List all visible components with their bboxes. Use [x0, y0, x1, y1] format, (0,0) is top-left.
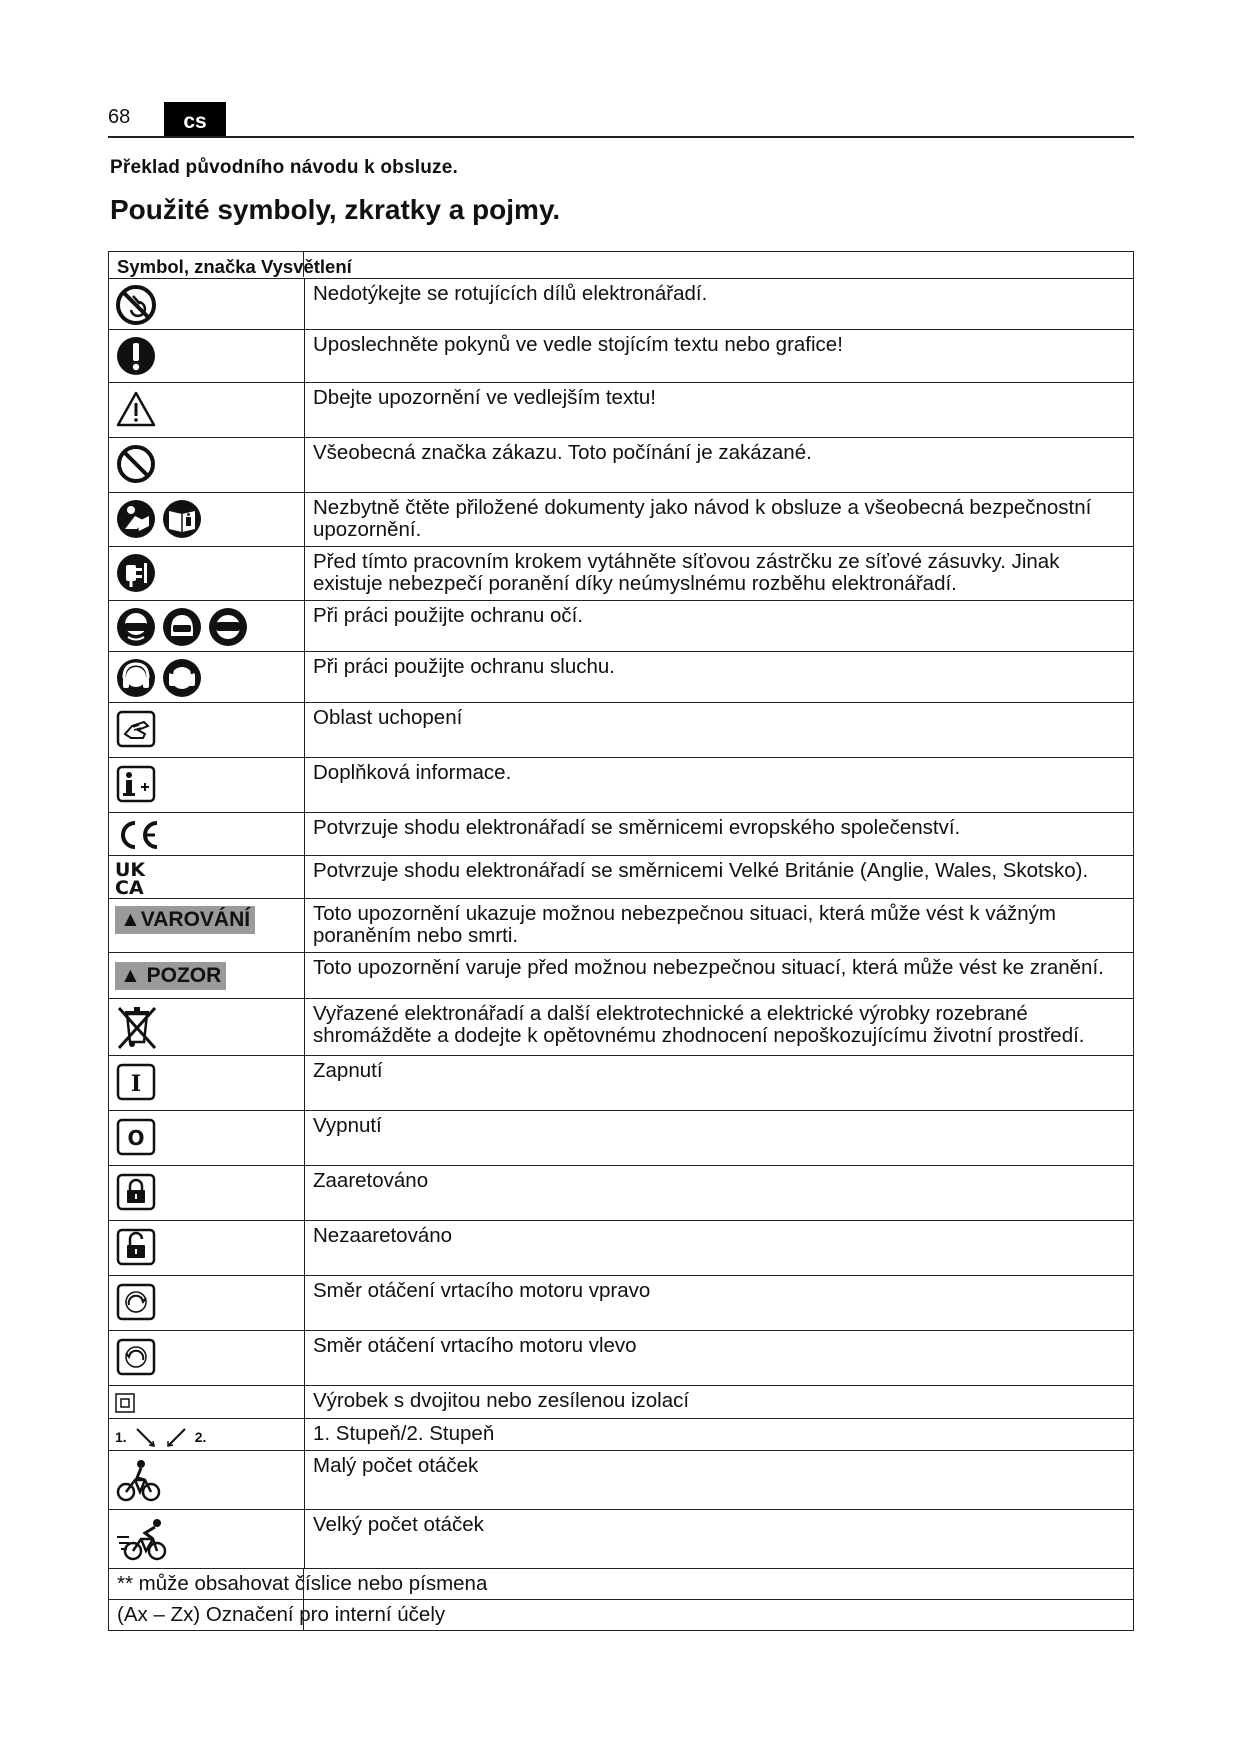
symbol-cell [109, 703, 305, 758]
eye-protection-icons [115, 606, 304, 648]
manual-book-icon [161, 498, 203, 540]
step-1-label: 1. [115, 1429, 127, 1445]
explanation-cell: Potvrzuje shodu elektronářadí se směrnicemi Velké Británie (Anglie, Wales, Skotsko). [305, 856, 1134, 899]
explanation-cell: Uposlechněte pokynů ve vedle stojícím textu nebo grafice! [305, 330, 1134, 383]
table-row [109, 758, 1134, 813]
symbol-cell [109, 383, 305, 438]
language-tab: cs [164, 102, 226, 136]
unplug-icon [115, 552, 157, 594]
footnote-row [109, 1600, 1134, 1631]
step-2-label: 2. [194, 1429, 207, 1445]
rotate-right-icon [115, 1281, 157, 1323]
switch-off-icon [115, 1116, 157, 1158]
pozor-label [115, 962, 226, 990]
table-row [109, 1386, 1134, 1419]
ukca-mark-icon [115, 861, 304, 897]
page-number: 68 [108, 106, 131, 128]
step-2-lever-icon [165, 1427, 187, 1447]
page-title: Použité symboly, zkratky a pojmy. [110, 194, 561, 225]
fast-bike-icon [115, 1515, 169, 1563]
header-rule [108, 136, 1134, 138]
explanation-cell: Malý počet otáček [305, 1451, 1134, 1510]
slow-bike-icon [115, 1456, 163, 1504]
table-row [109, 1056, 1134, 1111]
table-row [109, 999, 1134, 1056]
step-1-lever-icon [135, 1427, 157, 1447]
table-row [109, 383, 1134, 438]
explanation-cell: Zapnutí [305, 1056, 1134, 1111]
explanation-cell: Výrobek s dvojitou nebo zesílenou izolací [305, 1386, 1134, 1419]
explanation-cell: Doplňková informace. [305, 758, 1134, 813]
read-manual-icons [115, 498, 304, 540]
symbol-cell [109, 1510, 305, 1569]
symbol-cell [109, 1419, 305, 1451]
varovani-label-text: VAROVÁNÍ [140, 908, 251, 931]
ukca-ca-text: CA [115, 877, 144, 899]
warning-triangle-icon [115, 388, 157, 430]
explanation-cell: 1. Stupeň/2. Stupeň [305, 1419, 1134, 1451]
symbol-cell [109, 1451, 305, 1510]
weee-bin-icon [115, 1004, 159, 1050]
read-manual-person-icon [115, 498, 157, 540]
explanation-cell: Velký počet otáček [305, 1510, 1134, 1569]
varovani-label [115, 906, 255, 934]
table-row [109, 493, 1134, 547]
symbol-cell [109, 547, 305, 601]
table-row [109, 703, 1134, 758]
explanation-cell: Směr otáčení vrtacího motoru vlevo [305, 1331, 1134, 1386]
warning-small-icon: ▲ [120, 964, 141, 987]
explanation-cell: Při práci použijte ochranu sluchu. [305, 652, 1134, 703]
ear-protection-icons [115, 657, 304, 699]
symbol-cell [109, 1166, 305, 1221]
switch-on-glyph: I [130, 1071, 142, 1097]
symbol-cell [109, 1221, 305, 1276]
symbol-cell [109, 1276, 305, 1331]
unlocked-icon [115, 1226, 157, 1268]
table-row [109, 813, 1134, 856]
table-row [109, 899, 1134, 953]
table-row [109, 1451, 1134, 1510]
grip-area-icon [115, 708, 157, 750]
explanation-cell: Při práci použijte ochranu očí. [305, 601, 1134, 652]
table-row [109, 1419, 1134, 1451]
symbol-cell [109, 1331, 305, 1386]
symbol-cell [109, 999, 305, 1056]
table-row [109, 547, 1134, 601]
switch-on-icon [115, 1061, 157, 1103]
explanation-cell: Potvrzuje shodu elektronářadí se směrnicemi evropského společenství. [305, 813, 1134, 856]
symbols-table [108, 251, 1134, 1631]
explanation-cell: Nezbytně čtěte přiložené dokumenty jako návod k obsluze a všeobecná bezpečnostní upozornění. [305, 493, 1134, 547]
pozor-label-text: POZOR [146, 964, 222, 987]
table-row [109, 1331, 1134, 1386]
switch-off-glyph: O [127, 1126, 145, 1150]
table-row [109, 601, 1134, 652]
ear-muffs-icon [115, 657, 157, 699]
rotate-left-icon [115, 1336, 157, 1378]
symbol-cell [109, 1386, 305, 1419]
warning-small-icon: ▲ [120, 908, 141, 931]
column-divider-header [303, 251, 304, 277]
table-row [109, 1276, 1134, 1331]
table-row [109, 1111, 1134, 1166]
explanation-cell: Toto upozornění varuje před možnou nebezpečnou situací, která může vést ke zranění. [305, 953, 1134, 999]
info-plus-icon [115, 763, 157, 805]
symbol-column-header: Symbol, značka [117, 256, 256, 277]
symbol-cell [109, 758, 305, 813]
safety-glasses-icon [115, 606, 157, 648]
table-row [109, 856, 1134, 899]
no-touch-rotating-parts-icon [115, 284, 157, 326]
explanation-cell: Nedotýkejte se rotujících dílů elektronářadí. [305, 279, 1134, 330]
footnote-row [109, 1569, 1134, 1600]
table-row [109, 652, 1134, 703]
explanation-cell: Před tímto pracovním krokem vytáhněte síťovou zástrčku ze síťové zásuvky. Jinak existuje nebezpečí poranění díky neúmyslnému rozběhu elektronářadí. [305, 547, 1134, 601]
prohibition-icon [115, 443, 157, 485]
table-row [109, 953, 1134, 999]
symbol-cell [109, 856, 305, 899]
footnote-asterisk: ** může obsahovat číslice nebo písmena [109, 1569, 1134, 1600]
document-subtitle: Překlad původního návodu k obsluze. [110, 157, 458, 178]
explanation-cell: Zaaretováno [305, 1166, 1134, 1221]
symbol-cell [109, 1056, 305, 1111]
column-divider-footer [303, 1569, 304, 1631]
locked-icon [115, 1171, 157, 1213]
symbol-cell [109, 899, 305, 953]
gear-steps-icon [115, 1426, 304, 1448]
footnote-internal: (Ax – Zx) Označení pro interní účely [109, 1600, 1134, 1631]
explanation-cell: Vyřazené elektronářadí a další elektrotechnické a elektrické výrobky rozebrané shromážděte a dodejte k opětovnému zhodnocení nepoškozujícímu životní prostředí. [305, 999, 1134, 1056]
table-row [109, 1166, 1134, 1221]
symbol-cell [109, 652, 305, 703]
table-row [109, 438, 1134, 493]
table-header [109, 252, 1134, 279]
symbol-cell [109, 493, 305, 547]
explanation-cell: Všeobecná značka zákazu. Toto počínání je zakázané. [305, 438, 1134, 493]
symbol-cell [109, 601, 305, 652]
explanation-cell: Nezaaretováno [305, 1221, 1134, 1276]
symbol-cell [109, 813, 305, 856]
explanation-cell: Dbejte upozornění ve vedlejším textu! [305, 383, 1134, 438]
explanation-cell: Směr otáčení vrtacího motoru vpravo [305, 1276, 1134, 1331]
symbol-cell [109, 438, 305, 493]
goggles-icon [207, 606, 249, 648]
table-row [109, 330, 1134, 383]
symbol-cell [109, 330, 305, 383]
explanation-cell: Toto upozornění ukazuje možnou nebezpečnou situaci, která může vést k vážným poraněním nebo smrti. [305, 899, 1134, 953]
ce-mark-icon [115, 818, 161, 852]
face-shield-icon [161, 606, 203, 648]
table-row [109, 1221, 1134, 1276]
ukca-uk-text: UK [115, 859, 146, 881]
double-insulation-icon [115, 1393, 135, 1413]
explanation-column-header: Vysvětlení [260, 256, 352, 277]
symbol-cell [109, 1111, 305, 1166]
exclamation-mandatory-icon [115, 335, 157, 377]
symbol-cell [109, 279, 305, 330]
table-row [109, 279, 1134, 330]
table-header-row [109, 252, 1134, 279]
symbol-cell [109, 953, 305, 999]
table-row [109, 1510, 1134, 1569]
ear-protection-icon [161, 657, 203, 699]
explanation-cell: Vypnutí [305, 1111, 1134, 1166]
explanation-cell: Oblast uchopení [305, 703, 1134, 758]
